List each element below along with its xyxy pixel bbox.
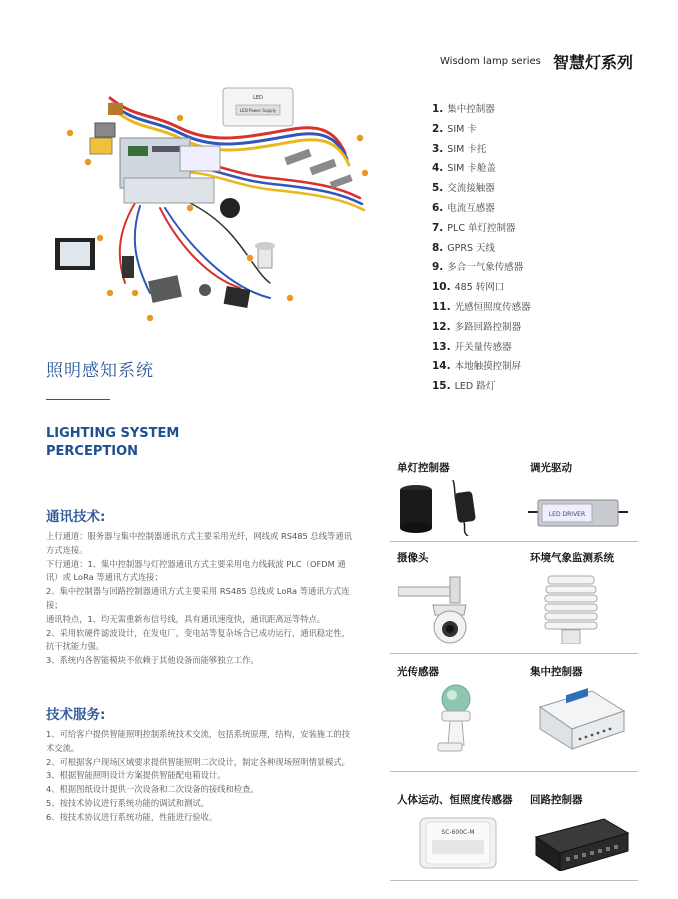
- svc-paragraph: 4、根据图纸设计提供一次设备和二次设备的接线和检查。: [46, 784, 259, 795]
- component-list-item: [432, 219, 531, 239]
- svc-paragraph: 6、按技术协议进行系统功能，性能进行验收。: [46, 811, 218, 822]
- component-number: 1.: [432, 103, 444, 115]
- product-label-single-lamp-controller: 单灯控制器: [397, 462, 450, 474]
- comm-paragraph: 下行通道：1、集中控制器与灯控器通讯方式主要采用电力线载波 PLC（OFDM 通讯）或 LoRa 等通讯方式连接；: [46, 558, 346, 583]
- product-row-divider: [390, 541, 638, 542]
- component-label: 电流互感器: [447, 202, 495, 214]
- communication-text: [46, 530, 354, 668]
- component-number: 6.: [432, 201, 444, 214]
- component-label: 集中控制器: [447, 104, 495, 115]
- component-list-item: [432, 318, 531, 338]
- component-list-item: [432, 298, 531, 318]
- component-label: SIM 卡: [447, 123, 477, 135]
- component-number: 15.: [432, 380, 451, 393]
- product-label-circuit-controller: 回路控制器: [530, 794, 583, 806]
- product-row-divider: [390, 880, 638, 881]
- component-list-item: [432, 377, 531, 397]
- svc-paragraph: 1、可给客户提供智能照明控制系统技术交流，包括系统原理，结构，安装施工的技术交流。: [46, 729, 350, 753]
- component-label: LED 路灯: [454, 381, 496, 393]
- product-label-central-controller: 集中控制器: [530, 666, 583, 678]
- component-label: 多合一气象传感器: [447, 262, 524, 274]
- component-list-item: [432, 338, 531, 358]
- component-label: 485 转网口: [454, 282, 505, 294]
- comm-paragraph: 3、系统内各智能模块不依赖于其他设备而能够独立工作。: [46, 655, 259, 666]
- component-list-item: [432, 179, 531, 199]
- component-label: GPRS 天线: [447, 242, 496, 254]
- component-list-item: [432, 159, 531, 179]
- component-label: 多路回路控制器: [454, 321, 522, 333]
- component-label: SIM 卡托: [447, 143, 487, 155]
- light-sensor-image: [434, 683, 482, 757]
- component-label: 交流接触器: [447, 183, 495, 195]
- central-controller-image: [536, 685, 628, 751]
- component-list-item: [432, 278, 531, 298]
- svc-paragraph: 3、根据智能照明设计方案提供智能配电箱设计。: [46, 770, 226, 781]
- dimming-driver-image: [528, 490, 628, 534]
- component-list-item: [432, 239, 531, 259]
- comm-paragraph: 2、集中控制器与回路控制器通讯方式主要采用 RS485 总线或 LoRa 等通讯方式连接；: [46, 586, 350, 610]
- component-number: 7.: [432, 221, 444, 234]
- component-number: 5.: [432, 182, 444, 195]
- component-list-item: [432, 357, 531, 377]
- services-heading: 技术服务:: [46, 707, 106, 723]
- component-number: 13.: [432, 340, 451, 353]
- comm-paragraph: 通讯特点，1、均无需重新布信号线，具有通讯速度快，通讯距离远等特点。: [46, 613, 326, 624]
- comm-paragraph: 上行通道：服务器与集中控制器通讯方式主要采用光纤，网线或 RS485 总线等通讯方式连接。: [46, 531, 352, 555]
- product-label-dimming-driver: 调光驱动: [530, 462, 572, 474]
- component-label: PLC 单灯控制器: [447, 222, 516, 234]
- system-wiring-diagram: [40, 78, 375, 328]
- component-label: SIM 卡舱盖: [447, 163, 496, 175]
- single-lamp-controller-image: [398, 478, 508, 536]
- svc-paragraph: 2、可根据客户现场区域要求提供智能照明二次设计，制定各种现场照明情景模式。: [46, 756, 350, 767]
- component-list: [432, 100, 531, 397]
- series-title-zh: 智慧灯系列: [553, 53, 634, 72]
- component-list-item: [432, 140, 531, 160]
- services-text: [46, 728, 354, 825]
- led-power-supply-label: LED Power Supply: [239, 108, 277, 113]
- product-row-divider: [390, 771, 638, 772]
- section-title-en-line2: PERCEPTION: [46, 444, 139, 459]
- motion-sensor-image: [418, 812, 498, 874]
- product-label-light-sensor: 光传感器: [397, 666, 439, 678]
- component-number: 14.: [432, 360, 451, 373]
- section-title-en: [46, 425, 179, 461]
- series-title-en: Wisdom lamp series: [440, 56, 541, 67]
- product-label-weather-system: 环境气象监测系统: [530, 552, 614, 564]
- component-number: 10.: [432, 281, 451, 294]
- product-row-divider: [390, 653, 638, 654]
- component-number: 4.: [432, 162, 444, 175]
- motion-sensor-text: SC-600C-M: [441, 829, 475, 836]
- component-label: 开关量传感器: [454, 341, 512, 353]
- communication-heading: 通讯技术:: [46, 509, 106, 525]
- section-title-zh: 照明感知系统: [46, 361, 154, 381]
- svc-paragraph: 5、按技术协议进行系统功能的调试和测试。: [46, 797, 209, 808]
- circuit-controller-image: [532, 815, 632, 871]
- component-list-item: [432, 258, 531, 278]
- section-title-en-line1: LIGHTING SYSTEM: [46, 426, 180, 441]
- camera-image: [398, 573, 474, 645]
- component-number: 2.: [432, 122, 444, 135]
- component-list-item: [432, 120, 531, 140]
- title-divider: [46, 399, 110, 400]
- component-list-item: [432, 199, 531, 219]
- component-number: 9.: [432, 261, 444, 274]
- component-number: 8.: [432, 241, 444, 254]
- product-label-motion-sensor: 人体运动、恒照度传感器: [397, 794, 513, 806]
- comm-paragraph: 2、采用软硬件滤波设计，在发电厂，变电站等复杂场合已成功运行，通讯稳定性，抗干扰能力强。: [46, 627, 350, 652]
- dimming-driver-text: LED DRIVER: [548, 511, 586, 518]
- led-box-title: LED: [253, 95, 263, 101]
- component-number: 11.: [432, 300, 451, 313]
- component-list-item: [432, 100, 531, 120]
- component-label: 光感恒照度传感器: [454, 301, 531, 313]
- component-label: 本地触摸控制屏: [454, 361, 522, 373]
- component-number: 3.: [432, 142, 444, 155]
- product-label-camera: 摄像头: [397, 552, 429, 564]
- component-number: 12.: [432, 320, 451, 333]
- weather-monitoring-image: [542, 572, 600, 644]
